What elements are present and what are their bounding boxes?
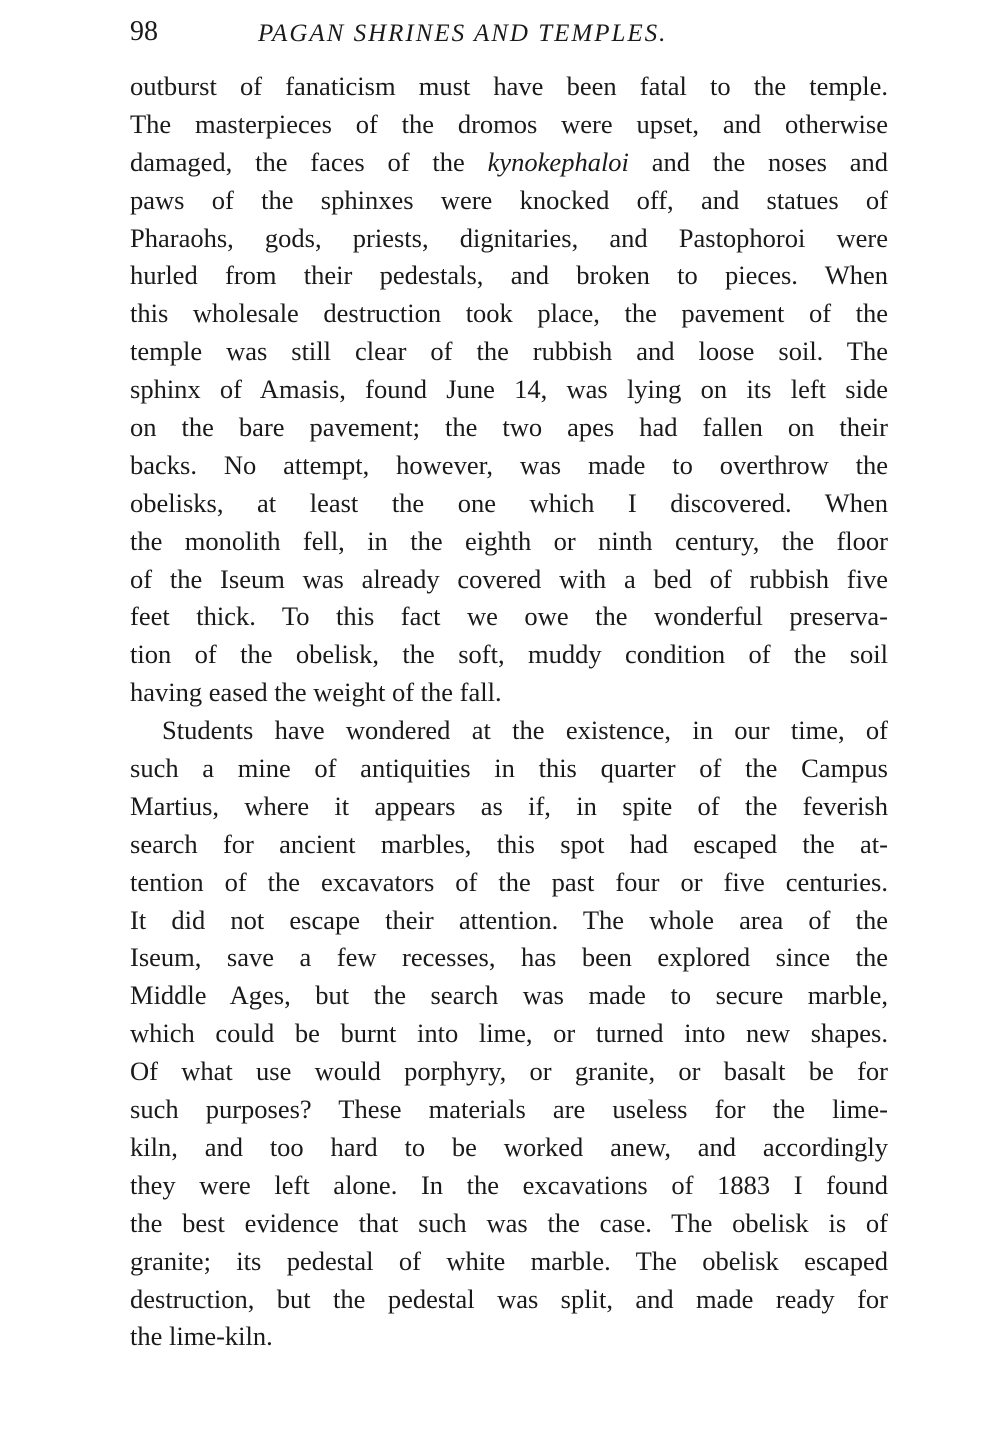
running-title: PAGAN SHRINES AND TEMPLES. — [258, 20, 668, 47]
text-line: the best evidence that such was the case. The obelisk is of — [130, 1207, 888, 1238]
text-line: kiln, and too hard to be worked anew, and accordingly — [130, 1131, 888, 1162]
text-line: feet thick. To this fact we owe the wonderful preserva- — [130, 601, 888, 632]
text-line: Students have wondered at the existence, in our time, of — [162, 715, 888, 746]
text-line: sphinx of Amasis, found June 14, was lying on its left side — [130, 374, 888, 405]
text-line: It did not escape their attention. The whole area of the — [130, 904, 888, 935]
running-head — [130, 14, 890, 54]
paragraph-2 — [130, 712, 888, 1356]
text-line: search for ancient marbles, this spot had escaped the at- — [130, 828, 888, 859]
text-line: the monolith fell, in the eighth or ninth century, the floor — [130, 525, 888, 556]
text-line: hurled from their pedestals, and broken to pieces. When — [130, 260, 888, 291]
text-line: destruction, but the pedestal was split, and made ready for — [130, 1283, 888, 1314]
text-line: they were left alone. In the excavations of 1883 I found — [130, 1169, 888, 1200]
italic-term: kynokephaloi — [487, 146, 629, 177]
text-line — [130, 144, 888, 182]
text-line-part: and the noses and — [628, 146, 888, 177]
text-line: Iseum, save a few recesses, has been explored since the — [130, 942, 888, 973]
text-line: Pharaohs, gods, priests, dignitaries, and Pastophoroi were — [130, 222, 888, 253]
text-line: tion of the obelisk, the soft, muddy condition of the soil — [130, 639, 888, 670]
text-line: on the bare pavement; the two apes had fallen on their — [130, 412, 888, 443]
text-line: such purposes? These materials are useless for the lime- — [130, 1094, 888, 1125]
text-line: the lime-kiln. — [130, 1321, 273, 1352]
text-line: which could be burnt into lime, or turned into new shapes. — [130, 1018, 888, 1049]
text-line: Of what use would porphyry, or granite, or basalt be for — [130, 1056, 888, 1087]
text-line: Middle Ages, but the search was made to secure marble, — [130, 980, 888, 1011]
text-line: backs. No attempt, however, was made to overthrow the — [130, 449, 888, 480]
text-line: this wholesale destruction took place, the pavement of the — [130, 298, 888, 329]
text-line: of the Iseum was already covered with a bed of rubbish five — [130, 563, 888, 594]
page-number: 98 — [130, 16, 158, 47]
text-line: The masterpieces of the dromos were upset, and otherwise — [130, 108, 888, 139]
paragraph-1 — [130, 68, 888, 712]
text-line: obelisks, at least the one which I discovered. When — [130, 487, 888, 518]
body-text — [130, 68, 888, 1356]
text-line: such a mine of antiquities in this quarter of the Campus — [130, 753, 888, 784]
text-line: having eased the weight of the fall. — [130, 677, 502, 708]
text-line: temple was still clear of the rubbish and loose soil. The — [130, 336, 888, 367]
text-line: Martius, where it appears as if, in spite of the feverish — [130, 790, 888, 821]
text-line: granite; its pedestal of white marble. The obelisk escaped — [130, 1245, 888, 1276]
text-line: outburst of fanaticism must have been fatal to the temple. — [130, 71, 888, 101]
text-line: tention of the excavators of the past four or five centuries. — [130, 866, 888, 897]
text-line: paws of the sphinxes were knocked off, and statues of — [130, 184, 888, 215]
text-line-part: damaged, the faces of the — [130, 146, 488, 177]
